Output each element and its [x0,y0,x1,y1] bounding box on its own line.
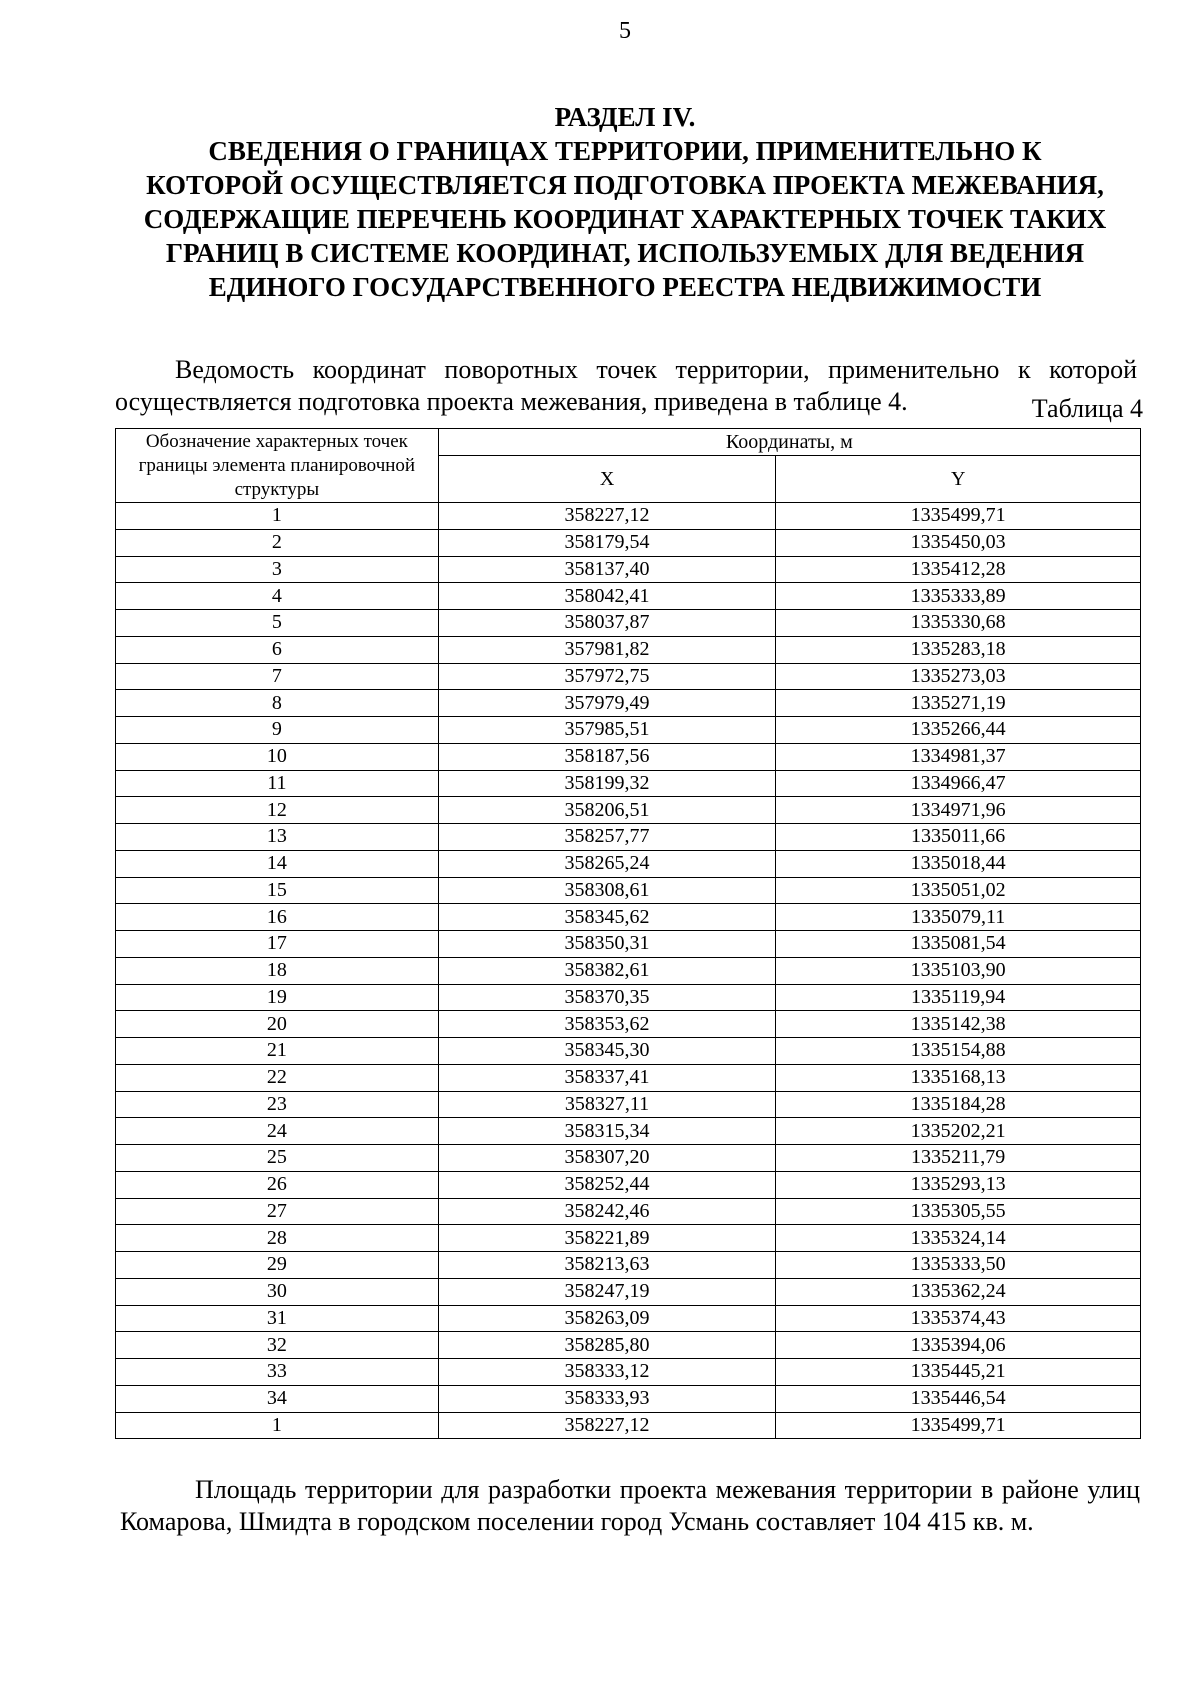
cell-y: 1335018,44 [776,850,1141,877]
table-row [116,503,1141,530]
table-row [116,850,1141,877]
cell-x: 358285,80 [438,1332,776,1359]
table-row [116,1064,1141,1091]
cell-x: 358350,31 [438,931,776,958]
cell-point: 34 [116,1385,439,1412]
cell-point: 28 [116,1225,439,1252]
cell-x: 358370,35 [438,984,776,1011]
cell-y: 1335103,90 [776,957,1141,984]
heading-line: КОТОРОЙ ОСУЩЕСТВЛЯЕТСЯ ПОДГОТОВКА ПРОЕКТА МЕЖЕВАНИЯ, [146,170,1104,200]
cell-y: 1335293,13 [776,1171,1141,1198]
cell-y: 1335374,43 [776,1305,1141,1332]
cell-y: 1335051,02 [776,877,1141,904]
cell-point: 29 [116,1252,439,1279]
cell-point: 26 [116,1171,439,1198]
cell-y: 1335154,88 [776,1038,1141,1065]
table-row [116,663,1141,690]
table-row [116,824,1141,851]
table-row [116,717,1141,744]
table-row [116,770,1141,797]
cell-y: 1335184,28 [776,1091,1141,1118]
cell-x: 358345,30 [438,1038,776,1065]
cell-x: 358199,32 [438,770,776,797]
cell-point: 10 [116,743,439,770]
cell-y: 1335412,28 [776,556,1141,583]
cell-point: 25 [116,1145,439,1172]
table-row [116,797,1141,824]
cell-point: 4 [116,583,439,610]
cell-point: 24 [116,1118,439,1145]
cell-point: 32 [116,1332,439,1359]
table-row [116,636,1141,663]
intro-paragraph: Ведомость координат поворотных точек территории, применительно к которой осуществляется подготовка проекта межевания, приведена в таблице 4. [115,355,1137,416]
cell-point: 21 [116,1038,439,1065]
cell-point: 9 [116,717,439,744]
cell-x: 358206,51 [438,797,776,824]
table-row [116,1385,1141,1412]
cell-y: 1335445,21 [776,1359,1141,1386]
table-row [116,1118,1141,1145]
cell-point: 31 [116,1305,439,1332]
cell-x: 358042,41 [438,583,776,610]
page-number: 5 [619,18,631,44]
table-row [116,957,1141,984]
table-row [116,1038,1141,1065]
table-body [116,503,1141,1439]
cell-point: 20 [116,1011,439,1038]
header-coordinates: Координаты, м [438,429,1140,456]
cell-y: 1335305,55 [776,1198,1141,1225]
cell-point: 18 [116,957,439,984]
cell-point: 13 [116,824,439,851]
cell-x: 358333,93 [438,1385,776,1412]
cell-point: 11 [116,770,439,797]
cell-y: 1335011,66 [776,824,1141,851]
table-row [116,583,1141,610]
cell-point: 23 [116,1091,439,1118]
cell-x: 358353,62 [438,1011,776,1038]
cell-y: 1335202,21 [776,1118,1141,1145]
cell-y: 1335499,71 [776,503,1141,530]
cell-x: 358265,24 [438,850,776,877]
cell-x: 358247,19 [438,1278,776,1305]
table-row [116,610,1141,637]
cell-y: 1335446,54 [776,1385,1141,1412]
cell-y: 1335333,89 [776,583,1141,610]
table-row [116,1252,1141,1279]
cell-y: 1335081,54 [776,931,1141,958]
table-row [116,1145,1141,1172]
cell-y: 1335142,38 [776,1011,1141,1038]
table-row [116,1225,1141,1252]
cell-point: 2 [116,529,439,556]
cell-x: 357972,75 [438,663,776,690]
heading-line: ЕДИНОГО ГОСУДАРСТВЕННОГО РЕЕСТРА НЕДВИЖИМОСТИ [208,272,1042,302]
cell-x: 358327,11 [438,1091,776,1118]
table-caption: Таблица 4 [1031,394,1143,423]
cell-x: 358345,62 [438,904,776,931]
table-row [116,690,1141,717]
cell-point: 27 [116,1198,439,1225]
table-row [116,1278,1141,1305]
cell-point: 33 [116,1359,439,1386]
closing-paragraph: Площадь территории для разработки проекта межевания территории в районе улиц Комарова, Шмидта в городском поселении город Усмань составляет 104 415 кв. м. [120,1475,1140,1536]
table-row [116,1305,1141,1332]
cell-y: 1335211,79 [776,1145,1141,1172]
header-point-designation: Обозначение характерных точек границы элемента планировочной структуры [116,429,439,503]
table-row [116,743,1141,770]
cell-y: 1335266,44 [776,717,1141,744]
cell-y: 1334971,96 [776,797,1141,824]
cell-point: 5 [116,610,439,637]
cell-y: 1335333,50 [776,1252,1141,1279]
cell-y: 1334981,37 [776,743,1141,770]
cell-y: 1335271,19 [776,690,1141,717]
cell-point: 6 [116,636,439,663]
table-row [116,984,1141,1011]
table-row [116,529,1141,556]
cell-y: 1335394,06 [776,1332,1141,1359]
heading-line: ГРАНИЦ В СИСТЕМЕ КООРДИНАТ, ИСПОЛЬЗУЕМЫХ ДЛЯ ВЕДЕНИЯ [165,238,1085,268]
cell-point: 17 [116,931,439,958]
cell-y: 1335273,03 [776,663,1141,690]
cell-y: 1335283,18 [776,636,1141,663]
cell-point: 8 [116,690,439,717]
cell-x: 358221,89 [438,1225,776,1252]
table-row [116,1332,1141,1359]
table-row [116,1091,1141,1118]
cell-x: 358307,20 [438,1145,776,1172]
cell-x: 358137,40 [438,556,776,583]
cell-x: 358315,34 [438,1118,776,1145]
coordinates-table [115,428,1141,1439]
heading-line: РАЗДЕЛ IV. [554,102,696,132]
heading-line: СВЕДЕНИЯ О ГРАНИЦАХ ТЕРРИТОРИИ, ПРИМЕНИТЕЛЬНО К [208,136,1042,166]
heading-line: СОДЕРЖАЩИЕ ПЕРЕЧЕНЬ КООРДИНАТ ХАРАКТЕРНЫХ ТОЧЕК ТАКИХ [143,204,1107,234]
cell-point: 3 [116,556,439,583]
cell-y: 1335079,11 [776,904,1141,931]
cell-point: 19 [116,984,439,1011]
cell-x: 358179,54 [438,529,776,556]
cell-y: 1335330,68 [776,610,1141,637]
cell-y: 1335119,94 [776,984,1141,1011]
cell-y: 1334966,47 [776,770,1141,797]
header-y: Y [776,456,1141,503]
cell-y: 1335168,13 [776,1064,1141,1091]
header-x: X [438,456,776,503]
table-row [116,1412,1141,1439]
table-row [116,877,1141,904]
cell-x: 358308,61 [438,877,776,904]
cell-x: 358213,63 [438,1252,776,1279]
cell-x: 358227,12 [438,503,776,530]
cell-point: 16 [116,904,439,931]
cell-point: 14 [116,850,439,877]
cell-x: 358263,09 [438,1305,776,1332]
cell-point: 22 [116,1064,439,1091]
cell-x: 357979,49 [438,690,776,717]
table-header [116,429,1141,503]
cell-point: 30 [116,1278,439,1305]
cell-x: 358333,12 [438,1359,776,1386]
cell-point: 7 [116,663,439,690]
cell-x: 358242,46 [438,1198,776,1225]
cell-point: 15 [116,877,439,904]
cell-x: 357985,51 [438,717,776,744]
cell-x: 358257,77 [438,824,776,851]
cell-y: 1335499,71 [776,1412,1141,1439]
table-row [116,1359,1141,1386]
cell-point: 1 [116,1412,439,1439]
table-row [116,556,1141,583]
table-row [116,931,1141,958]
cell-x: 358337,41 [438,1064,776,1091]
cell-y: 1335362,24 [776,1278,1141,1305]
cell-x: 358382,61 [438,957,776,984]
cell-x: 358227,12 [438,1412,776,1439]
cell-y: 1335324,14 [776,1225,1141,1252]
table-row [116,1171,1141,1198]
cell-x: 358187,56 [438,743,776,770]
cell-point: 1 [116,503,439,530]
cell-x: 358037,87 [438,610,776,637]
section-heading [100,100,1150,304]
table-row [116,904,1141,931]
cell-point: 12 [116,797,439,824]
table-row [116,1198,1141,1225]
cell-y: 1335450,03 [776,529,1141,556]
cell-x: 357981,82 [438,636,776,663]
table-row [116,1011,1141,1038]
cell-x: 358252,44 [438,1171,776,1198]
